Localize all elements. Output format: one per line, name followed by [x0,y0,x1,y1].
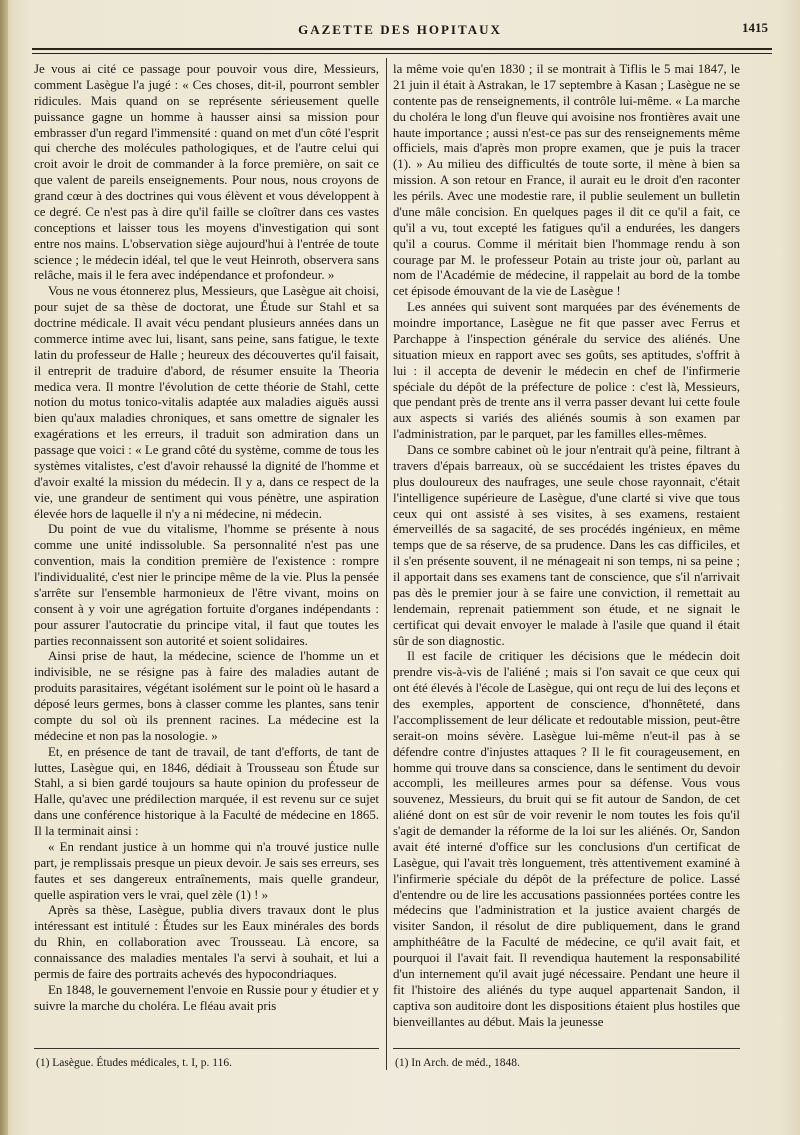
footnote-rule [393,1048,740,1049]
paragraph: En 1848, le gouvernement l'envoie en Russie pour y étudier et y suivre la marche du choléra. Le fléau avait pris [34,982,379,1013]
footnote-right: (1) In Arch. de méd., 1848. [395,1057,520,1069]
paragraph: Du point de vue du vitalisme, l'homme se présente à nous comme une unité indissoluble. Sa personnalité n'est pas une convention, mais la condition première de l'existence : rompre l'individualité, c'est nier le principe même de la vie. Plus la pensée s'arrête sur l'ensemble harmonieux de l'être vivant, moins on consent à y voir une agrégation fortuite d'organes indépendants : pour assurer l'autocratie du principe vital, il faut que toutes les parties reconnaissent son autorité et soient solidaires. [34,522,379,648]
page-number: 1415 [742,20,768,35]
paragraph: la même voie qu'en 1830 ; il se montrait à Tiflis le 5 mai 1847, le 21 juin il était à Astrakan, le 17 septembre à Kasan ; Lasègue ne se contente pas de renseignements, il contrôle lui-même. « La marche du choléra le long d'un fleuve qui avoisine nos frontières avait une haute importance ; aussi n'est-ce pas sur des renseignements même officiels, mais d'après mon propre examen, que je puis la tracer (1). » Au milieu des difficultés de toute sorte, il mène à bien sa mission. A son retour en France, il aurait eu le droit d'en raconter les périls. Avec une modestie rare, il publie seulement un bulletin d'une mâle concision. En quelques pages il dit ce qu'il a fait, ce qu'il a vu, tout excepté les fatigues qu'il a endurées, les dangers qu'il a courus. Comme il méritait bien l'hommage rendu à son courage par M. le professeur Potain au triste jour où, parlant au nom de l'Académie de médecine, il rappelait au bord de la tombe cet épisode émouvant de la vie de Lasègue ! [393,62,740,299]
page-header [20,20,780,44]
paragraph: « En rendant justice à un homme qui n'a trouvé justice nulle part, je remplissais presque un pieux devoir. Je sais ses erreurs, ses fautes et ses dangereux entraînements, mais quelle grandeur, quelle aspiration vers le vrai, quel zèle (1) ! » [34,839,379,902]
paragraph: Et, en présence de tant de travail, de tant d'efforts, de tant de luttes, Lasègue qui, en 1846, dédiait à Trousseau son Étude sur Stahl, a si bien gardé toujours sa haute opinion du professeur de Halle, qu'avec une prédilection marquée, il est revenu sur ce sujet dans une conférence historique à la Faculté de médecine en 1865. Il la terminait ainsi : [34,744,379,838]
page-binding-edge [0,0,8,1135]
paragraph: Vous ne vous étonnerez plus, Messieurs, que Lasègue ait choisi, pour sujet de sa thèse de doctorat, une Étude sur Stahl et sa doctrine médicale. Il avait vécu pendant plusieurs années dans un commerce intime avec lui, lisant, sans peine, sans fatigue, le texte latin du professeur de Halle ; heureux des découvertes qu'il faisait, il entreprit de traduire d'abord, de résumer ensuite la Theoria medica vera. Il montre l'évolution de cette théorie de Stahl, cette notion du motus tonico-vitalis adaptée aux maladies aiguës aussi bien qu'aux maladies chroniques, et sans omettre de signaler les exagérations et les erreurs, il traduit son admiration dans un passage que voici : « Le grand côté du système, comme de tous les systèmes vitalistes, c'est d'avoir rehaussé la dignité de l'homme et d'avoir exalté la mission du médecin. Il y a, dans ce respect de la vie, une grandeur de sentiment qui vous pénètre, une aspiration élevée hors de laquelle il n'y a ni médecine, ni médecin. [34,284,379,521]
paragraph: Je vous ai cité ce passage pour pouvoir vous dire, Messieurs, comment Lasègue l'a jugé : « Ces choses, dit-il, pourront sembler ridicules. Mais quand on se représente sérieusement quelle puissance gagne un homme à hausser ainsi sa mission pour embrasser d'un regard l'immensité : quand on met d'un côté l'esprit qui cherche des molécules pathologiques, et de l'autre celui qui croit avoir le droit de commander à la force première, on sait ce que valent de pareils enseignements. Pour nous, nous croyons de grand cœur à des doctrines qui vous élèvent et vous développent à ce degré. Ce n'est pas à dire qu'il faille se cloîtrer dans ces vastes conceptions et laisser tous les moyens d'investigation qui sont entre nos mains. L'observation siège aujourd'hui à l'entrée de toute science ; le médecin idéal, tel que le veut Heinroth, observera sans relâche, mais il le fera avec indépendance et profondeur. » [34,62,379,283]
paragraph: Après sa thèse, Lasègue, publia divers travaux dont le plus intéressant est intitulé : Études sur les Eaux minérales des bords du Rhin, en collaboration avec Trousseau. Là encore, sa connaissance des maladies mentales l'a servi à souhait, et lui a permis de faire des portraits achevés des hypocondriaques. [34,903,379,981]
paragraph: Il est facile de critiquer les décisions que le médecin doit prendre vis-à-vis de l'aliéné ; mais si l'on savait ce que ceux qui ont été élevés à l'école de Lasègue, qui ont reçu de lui des leçons et des exemples, apportent de conscience, d'honnêteté, dans l'accomplissement de leur délicate et redoutable mission, peut-être serait-on moins sévère. Lasègue lui-même n'eut-il pas à se défendre contre d'injustes attaques ? Il le fit courageusement, en homme qui trouve dans sa conscience, dans le sentiment du devoir accompli, les meilleures armes pour sa défense. Vous vous souvenez, Messieurs, du bruit qui se fit autour de Sandon, de cet aliéné dont on est sûr de voir revenir le nom toutes les fois qu'il s'agit de demander la réforme de la loi sur les aliénés. Or, Sandon avait été interné d'office sur les conclusions d'un certificat de Lasègue, qui l'avait très longuement, très attentivement examiné à l'infirmerie spéciale du dépôt de la préfecture de police. Lassé d'entendre ou de lire les accusations passionnées portées contre les médecins que l'administration et la justice avaient chargés de visiter Sandon, il résolut de dire publiquement, dans le grand amphithéâtre de la Faculté de médecine, ce qu'il avait fait, et pourquoi il l'avait fait. Il revendiqua hautement la responsabilité d'un internement qu'il avait jugé nécessaire. Pendant une heure il fit l'histoire des aliénés du type auquel appartenait Sandon, il captiva son auditoire dont les dispositions étaient plus hostiles que bienveillantes au début. Mais la jeunesse [393,649,740,1029]
footnote-left: (1) Lasègue. Études médicales, t. I, p. 116. [36,1057,232,1069]
header-rule [32,48,772,50]
paragraph: Ainsi prise de haut, la médecine, science de l'homme un et indivisible, ne se résigne pas à faire des maladies autant de produits parasitaires, végétant isolément sur le point où le hasard a déposé leurs germes, bons à classer comme les plantes, sans tenir compte du sol où ils prennent racines. La médecine est la médecine et non pas la nosologie. » [34,649,379,743]
paragraph: Dans ce sombre cabinet où le jour n'entrait qu'à peine, filtrant à travers d'épais barreaux, où se succédaient les tristes épaves du plus douloureux des naufrages, une seule chose rayonnait, c'était l'intelligence supérieure de Lasègue, d'une clarté si vive que tous ceux qui ont assisté à ses visites, à ses examens, restaient émerveillés de sa sagacité, de ses procédés ingénieux, en même temps que de sa réserve, de sa prudence. Dans les cas difficiles, et il s'en présente souvent, il ne ménageait ni son temps, ni sa peine ; il apportait dans ses examens tant de conscience, que s'il n'arrivait pas dès le premier jour à se faire une conviction, il remettait au lendemain, reprenait patiemment son étude, et ne signait le certificat qui devait envoyer le malade à l'asile que quand il était sûr de son diagnostic. [393,443,740,648]
column-divider [386,58,387,1070]
header-rule-thin [32,53,772,54]
right-column [393,62,740,1030]
paragraph: Les années qui suivent sont marquées par des événements de moindre importance, Lasègue ne fit que passer avec Ferrus et Parchappe à l'inspection générale du service des aliénés. Une situation mieux en rapport avec ses goûts, ses aptitudes, s'offrit à lui : il accepta de devenir le médecin en chef de l'infirmerie spéciale du dépôt de la préfecture de police : c'est là, Messieurs, que pendant près de trente ans il verra passer devant lui cette foule aux aspects si variés des aliénés soumis à son examen par l'administration, par le parquet, par les familles elles-mêmes. [393,300,740,442]
left-column [34,62,379,1015]
footnote-rule [34,1048,379,1049]
running-title: GAZETTE DES HOPITAUX [298,22,502,37]
